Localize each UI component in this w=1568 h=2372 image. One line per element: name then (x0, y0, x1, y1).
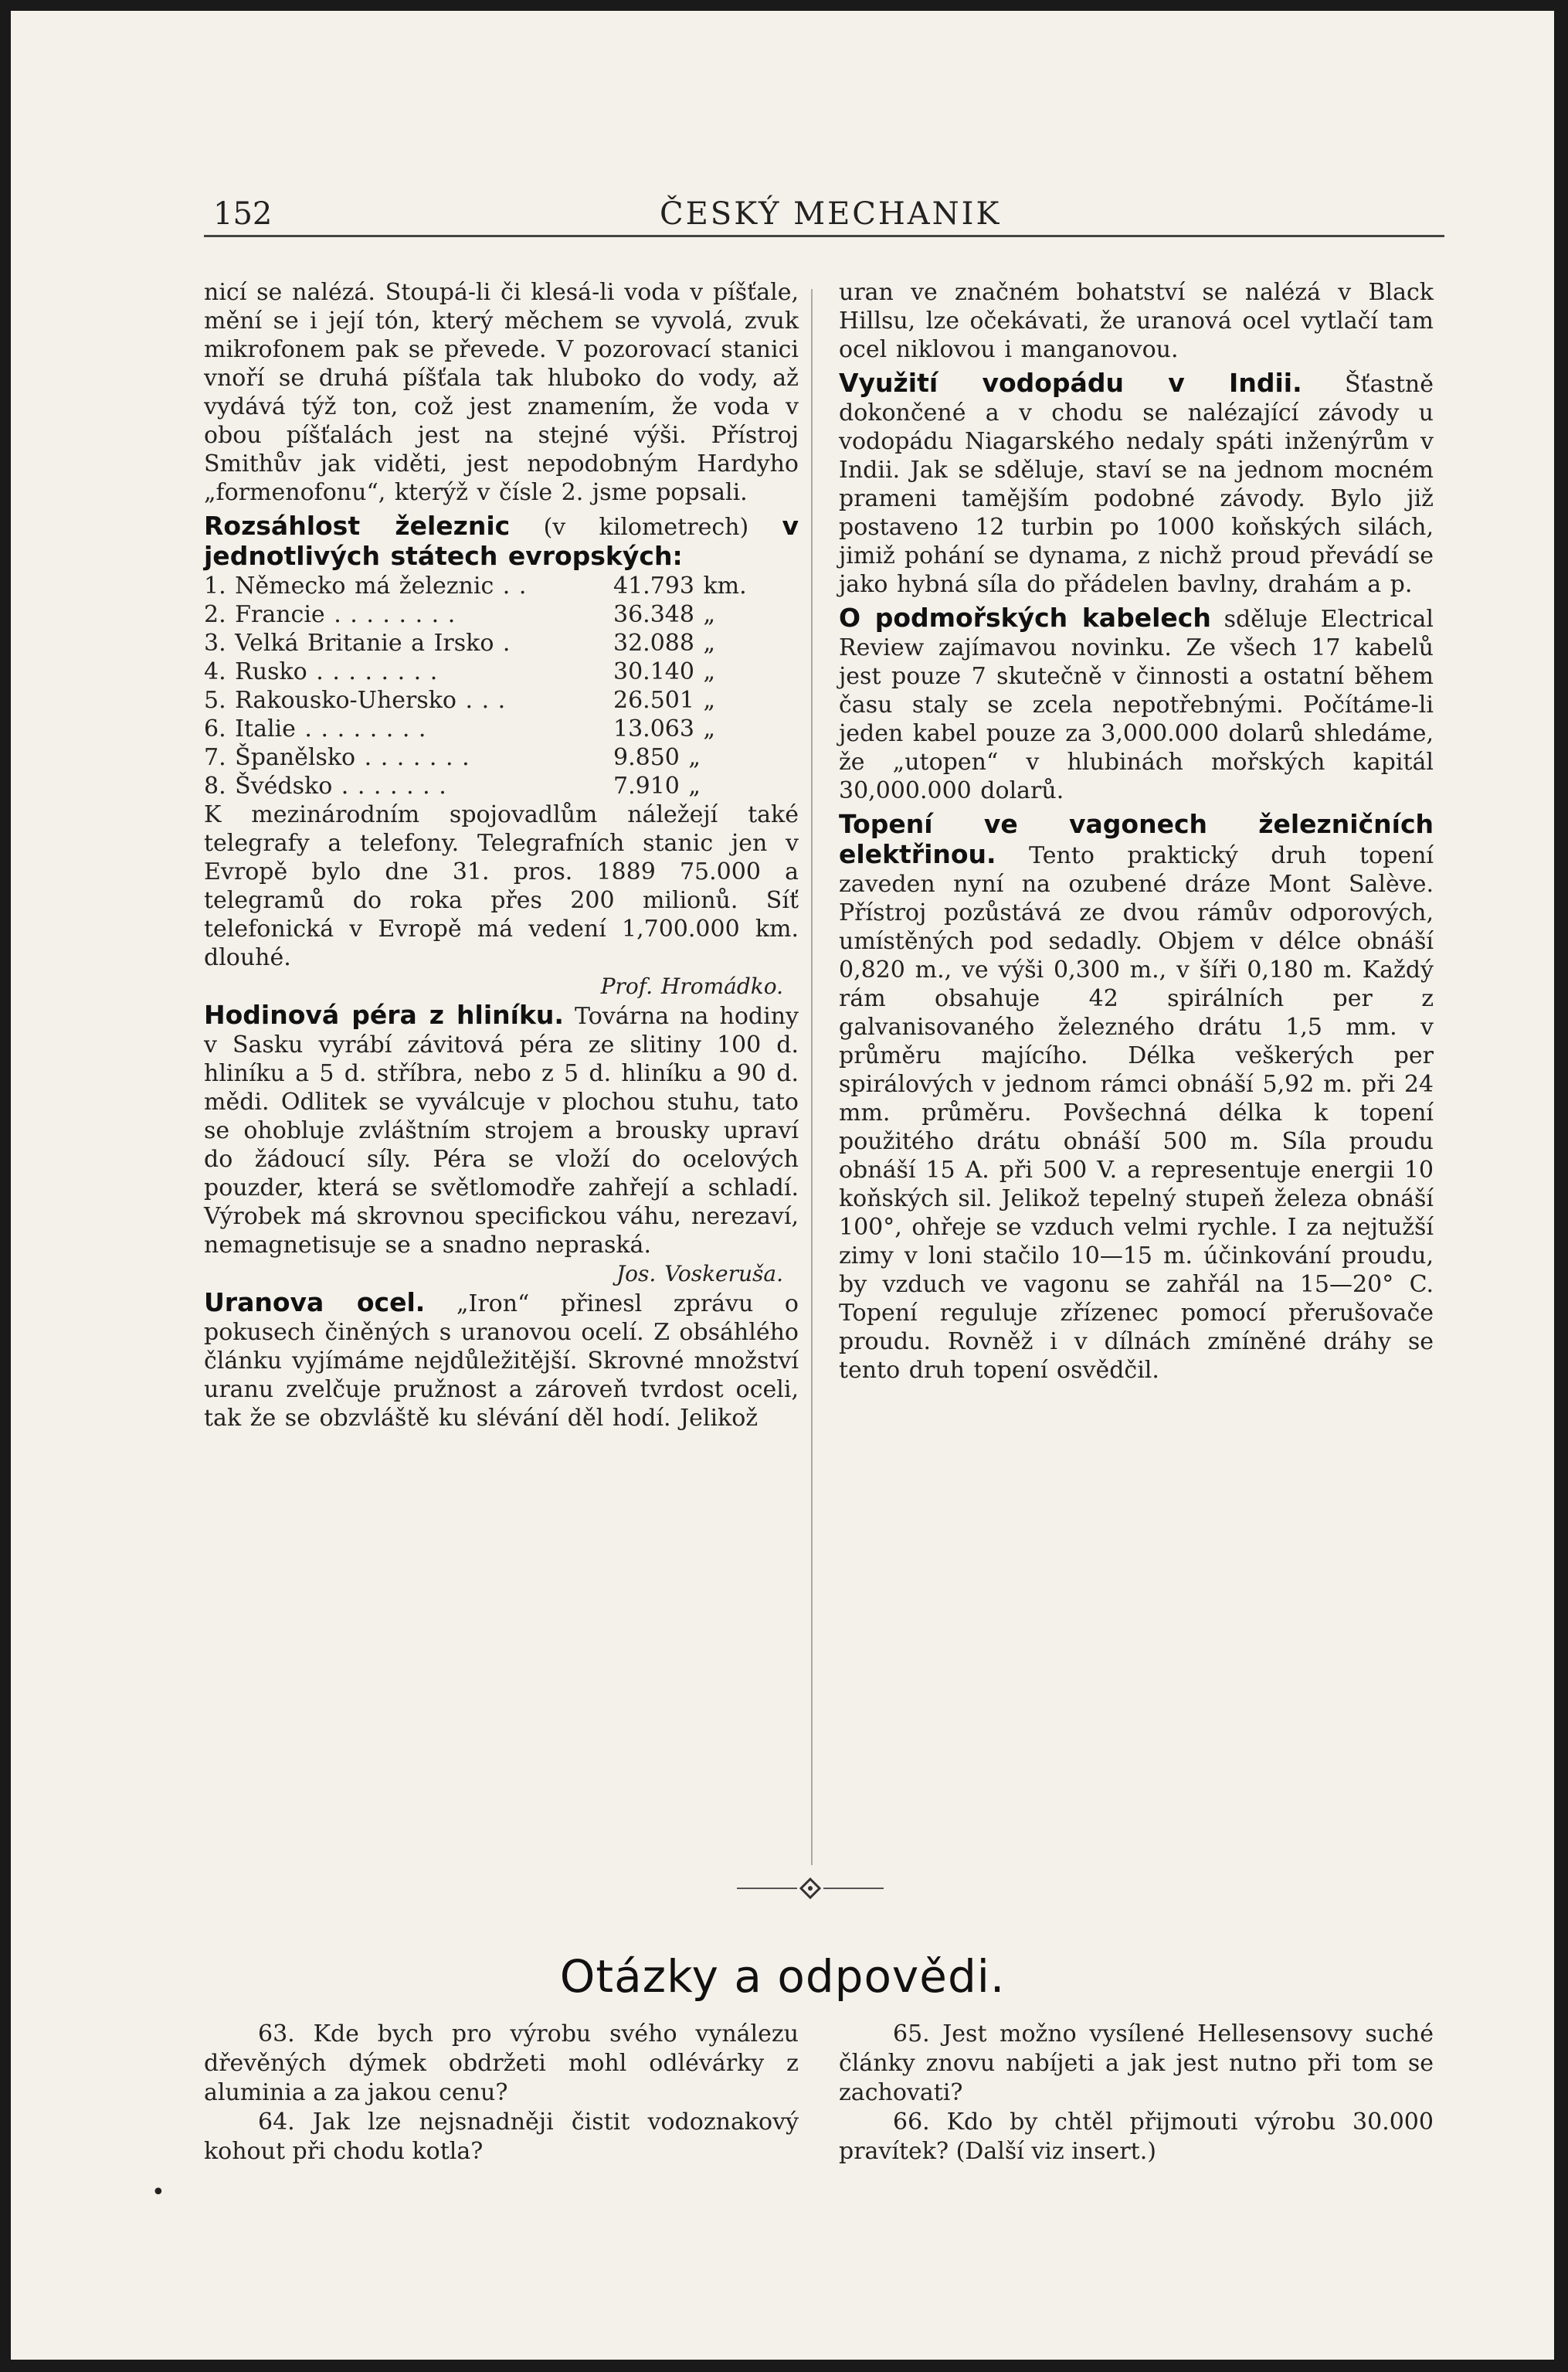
railway-row (204, 715, 799, 743)
paragraph-india (839, 369, 1434, 599)
railway-length: 30.140 „ (613, 658, 716, 685)
page-number: 152 (213, 196, 273, 232)
railway-country: 2. Francie . . . . . . . . (204, 601, 456, 628)
railways-list (204, 572, 799, 800)
railway-country: 8. Švédsko . . . . . . . (204, 773, 446, 800)
signature-hromadko: Prof. Hromádko. (600, 974, 783, 999)
paragraph-smith: nicí se nalézá. Stoupá-li či klesá-li voda v píšťale, mění se i její tón, který měchem se vyvolá, zvuk mikrofonem pak se převede. V pozorovací stanici vnoří se druhá píšťala tak hluboko do vody, až vydává týž ton, což jest znamením, že voda v obou píšťalách jest na stejné výši. Přístroj Smithův jak viděti, jest nepodobným Hardyho „formenofonu“, kterýž v čísle 2. jsme popsali. (204, 279, 799, 506)
paragraph-uranium-cont: uran ve značném bohatství se nalézá v Black Hillsu, lze očekávati, že uranová ocel vytlačí tam ocel niklovou i manganovou. (839, 279, 1434, 363)
railway-country: 1. Německo má železnic . . (204, 573, 527, 600)
india-heading: Využití vodopádu v Indii. (839, 368, 1302, 398)
paragraph-telegraphs: K mezinárodním spojovadlům náležejí také telegrafy a telefony. Telegrafních stanic jen v Evropě bylo dne 31. pros. 1889 75.000 a telegramů do roka přes 200 milionů. Síť telefonická v Evropě má vedení 1,700.000 km. dlouhé. (204, 801, 799, 971)
question-66: 66. Kdo by chtěl přijmouti výrobu 30.000 pravítek? (Další viz insert.) (839, 2109, 1434, 2165)
railway-country: 5. Rakousko-Uhersko . . . (204, 687, 506, 714)
india-body: Šťastně dokončené a v chodu se nalézající závody u vodopádu Niagarského nedaly spáti inženýrům v Indii. Jak se sděluje, staví se na jednom mocném prameni tamějším podobné závody. Bylo již postaveno 12 turbin po 1000 koňských silách, jimiž pohání se dynama, z nichž proud převádí se jako hybná síla do přádelen bavlny, drahám a p. (839, 371, 1434, 598)
cables-body: sděluje Electrical Review zajímavou novinku. Ze všech 17 kabelů jest pouze 7 skutečně v činnosti a ostatní během času staly se zcela nepotřebnými. Počítáme-li jeden kabel pouze za 3,000.000 dolarů shledáme, že „utopen“ v hlubinách mořských kapitál 30,000.000 dolarů. (839, 606, 1434, 804)
railway-row (204, 658, 799, 686)
railways-heading-title: Rozsáhlost železnic (204, 511, 511, 541)
question-64: 64. Jak lze nejsnadněji čistit vodoznakový kohout při chodu kotla? (204, 2109, 799, 2165)
railway-length: 26.501 „ (613, 687, 716, 714)
watch-springs-heading: Hodinová péra z hliníku. (204, 1000, 564, 1030)
railway-row (204, 572, 799, 600)
railway-row (204, 743, 799, 772)
railway-length: 13.063 „ (613, 715, 716, 743)
railways-heading-continuation: v jednotlivých státech evropských: (204, 511, 799, 571)
railway-length: 7.910 „ (613, 773, 701, 800)
paragraph-heating (839, 810, 1434, 1385)
journal-title: ČESKÝ MECHANIK (660, 196, 1002, 232)
question-65: 65. Jest možno vysílené Hellesensovy suché články znovu nabíjeti a jak jest nutno při tom se zachovati? (839, 2020, 1434, 2106)
railway-length: 41.793 km. (613, 573, 747, 600)
railway-row (204, 686, 799, 715)
header-rule (204, 235, 1444, 237)
ornament-divider (737, 1873, 884, 1904)
railway-row (204, 629, 799, 658)
watch-springs-body: Továrna na hodiny v Sasku vyrábí závitová péra ze slitiny 100 d. hliníku a 5 d. stříbra, nebo z 5 d. hliníku a 90 d. mědi. Odlitek se vyválcuje v plochou stuhu, tato se ohobluje zvláštním strojem a brousky upraví do žádoucí síly. Péra se vloží do ocelových pouzder, která se světlomodře zahřejí a schladí. Výrobek má skrovnou specifickou váhu, nerezaví, nemagnetisuje se a snadno nepraská. (204, 1003, 799, 1259)
signature-voskerusa: Jos. Voskeruša. (616, 1261, 783, 1286)
heating-heading: Topení ve vagonech železničních elektřinou. (839, 809, 1434, 869)
section-title: Otázky a odpovědi. (559, 1950, 1006, 2003)
heating-body: Tento praktický druh topení zaveden nyní na ozubené dráze Mont Salève. Přístroj pozůstává ze dvou rámův odporových, umístěných pod sedadly. Objem v délce obnáší 0,820 m., ve výši 0,300 m., v šíři 0,180 m. Každý rám obsahuje 42 spirálních per z galvanisovaného železného drátu 1,5 mm. v průměru majícího. Délka veškerých per spirálových v jednom rámci obnáší 5,92 m. při 24 mm. průměru. Povšechná délka k topení použitého drátu obnáší 500 m. Síla proudu obnáší 15 A. při 500 V. a representuje energii 10 koňských sil. Jelikož tepelný stupeň železa obnáší 100°, ohřeje se vzduch velmi rychle. I za nejtužší zimy v loni stačilo 10—15 m. účinkování proudu, by vzduch ve vagonu se zahřál na 15—20° C. Topení reguluje zřízenec pomocí přerušovače proudu. Rovněž i v dílnách zmíněné dráhy se tento druh topení osvědčil. (839, 842, 1434, 1384)
column-divider (811, 289, 813, 1865)
questions-right (839, 2020, 1434, 2166)
left-column (204, 278, 799, 1432)
questions-left (204, 2020, 799, 2166)
paragraph-uranium-steel (204, 1288, 799, 1432)
railway-country: 6. Italie . . . . . . . . (204, 715, 426, 743)
railway-row (204, 600, 799, 629)
railway-country: 3. Velká Britanie a Irsko . (204, 630, 511, 657)
page (11, 11, 1554, 2360)
margin-bullet: • (151, 2179, 165, 2206)
railways-heading (204, 511, 799, 572)
railway-row (204, 772, 799, 800)
cables-heading: O podmořských kabelech (839, 603, 1211, 633)
paragraph-watch-springs (204, 1001, 799, 1259)
question-63: 63. Kde bych pro výrobu svého vynálezu dřevěných dýmek obdržeti mohl odlévárky z aluminia a za jakou cenu? (204, 2020, 799, 2106)
railway-length: 32.088 „ (613, 630, 716, 657)
railway-length: 9.850 „ (613, 744, 701, 771)
uranium-steel-body: „Iron“ přinesl zprávu o pokusech činěných s uranovou ocelí. Z obsáhlého článku vyjímáme nejdůležitější. Skrovné množství uranu zvelčuje pružnost a zároveň tvrdost oceli, tak že se obzvláště ku slévání děl hodí. Jelikož (204, 1290, 799, 1432)
railways-heading-note: (v kilometrech) (543, 514, 749, 541)
uranium-steel-heading: Uranova ocel. (204, 1287, 426, 1317)
railway-length: 36.348 „ (613, 601, 716, 628)
railway-country: 7. Španělsko . . . . . . . (204, 744, 470, 771)
right-column (839, 278, 1434, 1385)
paragraph-cables (839, 603, 1434, 805)
railway-country: 4. Rusko . . . . . . . . (204, 658, 438, 685)
running-header (11, 192, 1554, 238)
